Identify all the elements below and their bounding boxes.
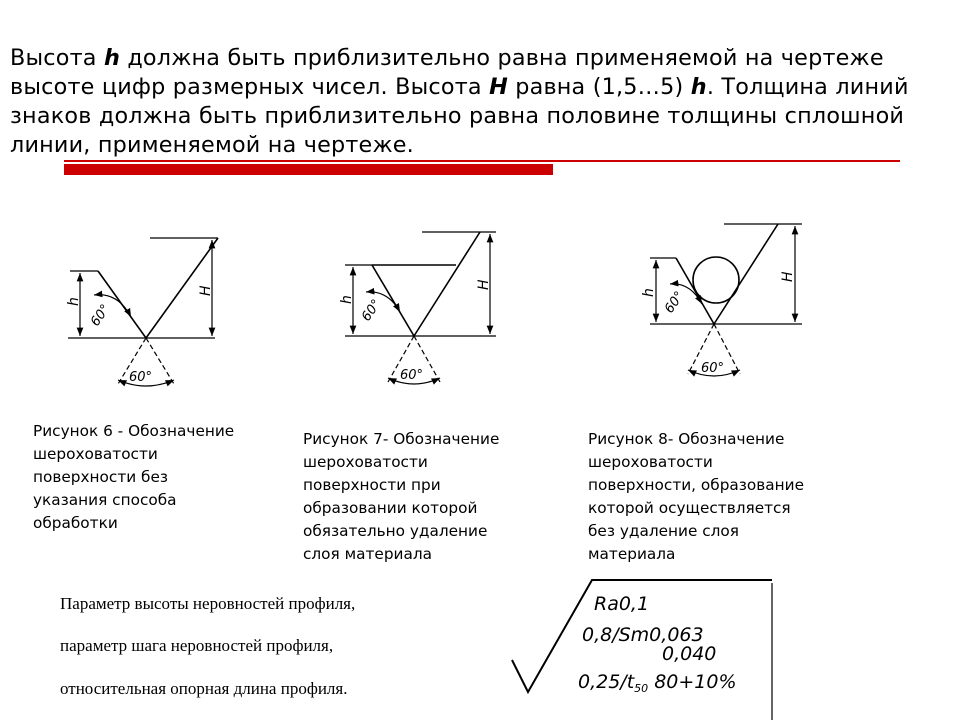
- figure-8-label-H: H: [780, 271, 796, 282]
- figure-7-symbol: [339, 232, 496, 384]
- intro-symbol-h2: h: [690, 74, 707, 100]
- figure-7-label-H: H: [476, 279, 492, 290]
- figure-6-caption: Рисунок 6 - Обозначение шероховатости поверхности без указания способа обработки: [33, 422, 235, 532]
- intro-symbol-H: H: [489, 74, 508, 100]
- figure-6-angle-upper: 60°: [87, 301, 114, 330]
- intro-symbol-h: h: [103, 45, 121, 71]
- intro-text-1: Высота: [10, 45, 104, 71]
- figure-7-angle-upper: 60°: [358, 296, 385, 325]
- figure-8-label-h: h: [641, 288, 657, 297]
- figure-8-symbol: [641, 224, 802, 376]
- sign-value-sm-tolerance: 0,040: [662, 643, 717, 665]
- sign-value-sm: 0,8/Sm0,063: [582, 624, 704, 646]
- sign-value-ra: Ra0,1: [594, 593, 650, 615]
- figure-6-symbol: [66, 238, 218, 386]
- figure-7-label-h: h: [339, 295, 355, 304]
- sign-value-tp-rest: 80+10%: [648, 671, 737, 693]
- figure-6-label-h: h: [66, 297, 82, 306]
- intro-text-3: равна (1,5…5): [507, 74, 691, 100]
- figure-7-angle-lower: 60°: [400, 368, 424, 383]
- parameter-roughness-sign: [512, 580, 772, 720]
- figure-6-angle-lower: 60°: [129, 370, 153, 385]
- parameter-height-label: Параметр высоты неровностей профиля,: [60, 594, 356, 613]
- figure-8-angle-lower: 60°: [701, 361, 725, 376]
- figure-8-angle-upper: 60°: [661, 288, 688, 317]
- sign-value-tp-main: 0,25/t: [578, 671, 635, 693]
- figure-6-label-H: H: [198, 285, 214, 296]
- figure-8-caption: Рисунок 8- Обозначение шероховатости поверхности, образование которой осуществляется без удаление слоя материала: [588, 430, 805, 563]
- parameter-bearing-length-label: относительная опорная длина профиля.: [60, 679, 348, 698]
- sign-value-tp-sub: 50: [634, 682, 649, 695]
- intro-text-2: должна быть приблизительно равна применяемой на чертеже высоте цифр размерных чисел. Высота: [10, 45, 884, 100]
- parameter-step-label: параметр шага неровностей профиля,: [60, 636, 334, 655]
- intro-text-4: . Толщина линий знаков должна быть приблизительно равна половине толщины сплошной линии, применяемой на чертеже.: [10, 74, 909, 158]
- sign-value-tp: [578, 671, 737, 695]
- figure-7-caption: Рисунок 7- Обозначение шероховатости поверхности при образовании которой обязательно удаление слоя материала: [303, 430, 500, 563]
